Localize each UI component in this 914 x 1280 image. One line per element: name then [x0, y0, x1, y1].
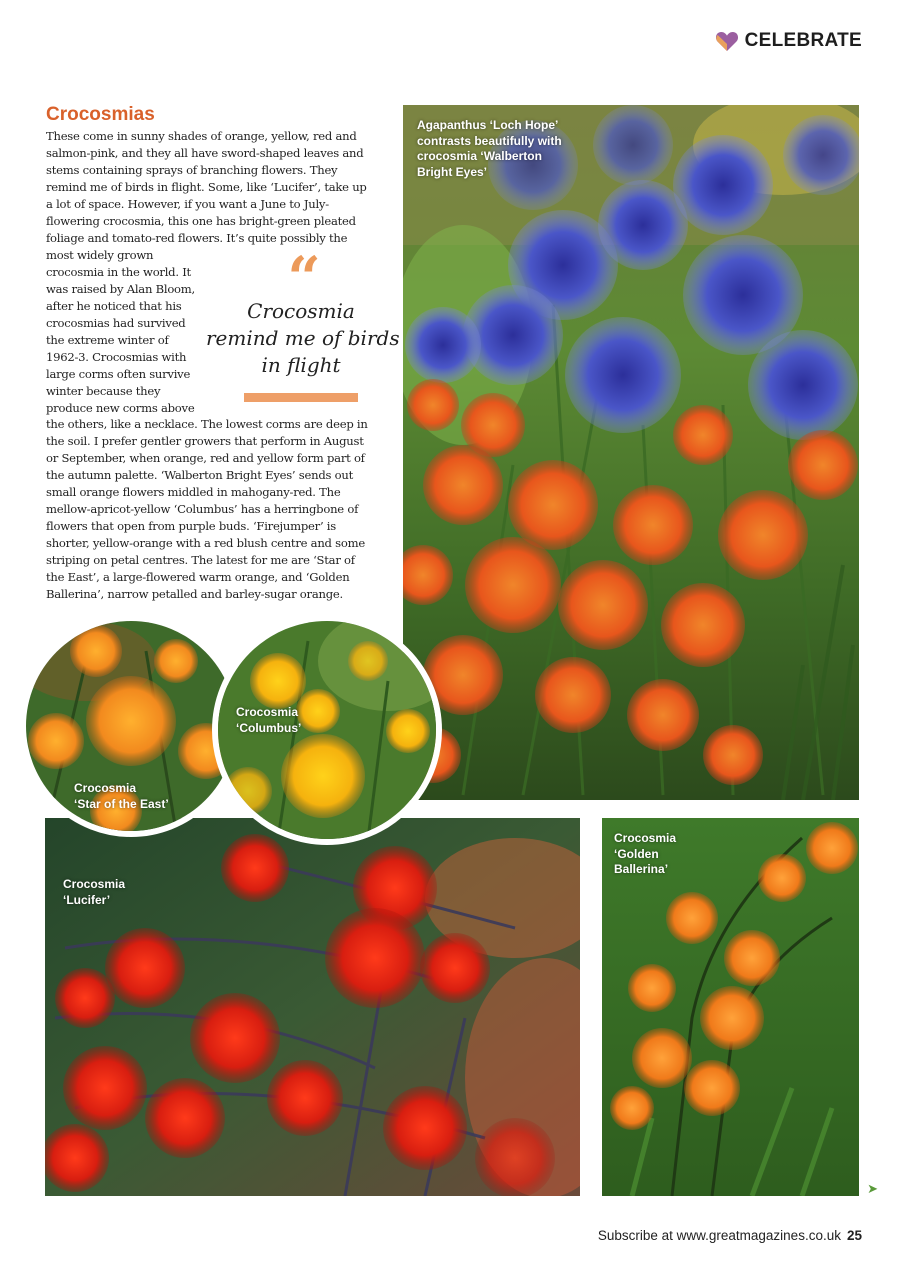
caption-agapanthus: [417, 118, 562, 180]
text-line: shorter, yellow-orange with a red blush centre and some: [46, 536, 365, 550]
text-line: stems containing sprays of branching flowers. They: [46, 163, 338, 177]
text-line: or September, when orange, red and yellow form part of: [46, 451, 365, 465]
text-line: the others, like a necklace. The lowest corms are deep in: [46, 417, 368, 431]
text-line: most widely grown: [46, 248, 154, 262]
text-line: crocosmias had survived: [46, 316, 186, 330]
caption-line: contrasts beautifully with: [417, 133, 562, 148]
caption-line: Crocosmia: [236, 705, 299, 719]
caption-star-of-the-east: [74, 781, 169, 812]
text-line: 1962-3. Crocosmias with: [46, 350, 187, 364]
photo-star-of-the-east: [20, 615, 242, 837]
quote-mark-icon: “: [287, 244, 315, 312]
page-footer: [598, 1228, 862, 1243]
text-line: These come in sunny shades of orange, yellow, red and: [46, 129, 357, 143]
text-line: Ballerina’, narrow petalled and barley-sugar orange.: [46, 587, 343, 601]
text-line: the extreme winter of: [46, 333, 169, 347]
text-line: small orange flowers middled in mahogany-red. The: [46, 485, 341, 499]
agapanthus-photo-art: [403, 105, 859, 800]
text-line: the soil. I prefer gentler growers that perform in August: [46, 434, 364, 448]
pull-quote: [206, 244, 400, 402]
photo-lucifer: [45, 818, 580, 1196]
pull-quote-text: [206, 298, 400, 379]
text-line: the autumn palette. ‘Walberton Bright Eyes’ sends out: [46, 468, 353, 482]
caption-line: Crocosmia: [614, 831, 677, 845]
text-line: foliage and tomato-red flowers. It’s quite possibly the: [46, 231, 348, 245]
text-line: flowering crocosmia, this one has bright-green pleated: [46, 214, 356, 228]
text-line: striping on petal centres. The latest for me are ‘Star of: [46, 553, 355, 567]
page-number: 25: [846, 1228, 862, 1243]
text-line: remind me of birds in flight. Some, like ‘Lucifer’, take up: [46, 180, 367, 194]
caption-line: crocosmia ‘Walberton: [417, 149, 542, 163]
heart-icon: [715, 30, 739, 52]
caption-line: Ballerina’: [614, 862, 669, 876]
photo-columbus: [212, 615, 442, 845]
section-header: [715, 30, 862, 52]
photo-agapanthus-crocosmia: [403, 105, 859, 800]
caption-line: Crocosmia: [63, 877, 126, 891]
text-line: winter because they: [46, 384, 161, 398]
caption-lucifer: [63, 877, 125, 908]
lucifer-photo-art: [45, 818, 580, 1196]
quote-line: Crocosmia: [247, 299, 355, 323]
text-line: flowers that open from purple buds. ‘Firejumper’ is: [46, 519, 336, 533]
article-title: Crocosmias: [46, 104, 155, 125]
body-paragraph-top: [46, 128, 368, 247]
caption-line: ‘Columbus’: [236, 720, 302, 735]
quote-line: in flight: [261, 353, 341, 377]
caption-line: Crocosmia: [74, 781, 137, 795]
text-line: a lot of space. However, if you want a June to July-: [46, 197, 329, 211]
caption-golden-ballerina: [614, 831, 676, 878]
text-line: was raised by Alan Bloom,: [46, 282, 195, 296]
body-paragraph-middle: [46, 247, 206, 417]
quote-line: remind me of birds: [206, 326, 400, 350]
caption-line: ‘Star of the East’: [74, 796, 169, 811]
body-paragraph-bottom: [46, 416, 368, 603]
caption-line: Agapanthus ‘Loch Hope’: [417, 118, 559, 132]
text-line: large corms often survive: [46, 367, 191, 381]
text-line: salmon-pink, and they all have sword-shaped leaves and: [46, 146, 364, 160]
quote-underline-bar: [244, 393, 358, 402]
subscribe-text: Subscribe at www.greatmagazines.co.uk: [597, 1228, 841, 1243]
caption-line: ‘Golden: [614, 846, 659, 861]
section-label: CELEBRATE: [744, 30, 862, 51]
text-line: produce new corms above: [46, 401, 195, 415]
text-line: mellow-apricot-yellow ‘Columbus’ has a herringbone of: [46, 502, 359, 516]
continue-arrow-icon: ➤: [867, 1182, 878, 1197]
photo-golden-ballerina: [602, 818, 859, 1196]
text-line: crocosmia in the world. It: [46, 265, 191, 279]
text-line: the East’, a large-flowered warm orange, and ‘Golden: [46, 570, 350, 584]
caption-line: ‘Lucifer’: [63, 892, 111, 907]
caption-line: Bright Eyes’: [417, 164, 488, 179]
caption-columbus: [236, 705, 301, 736]
text-line: after he noticed that his: [46, 299, 182, 313]
